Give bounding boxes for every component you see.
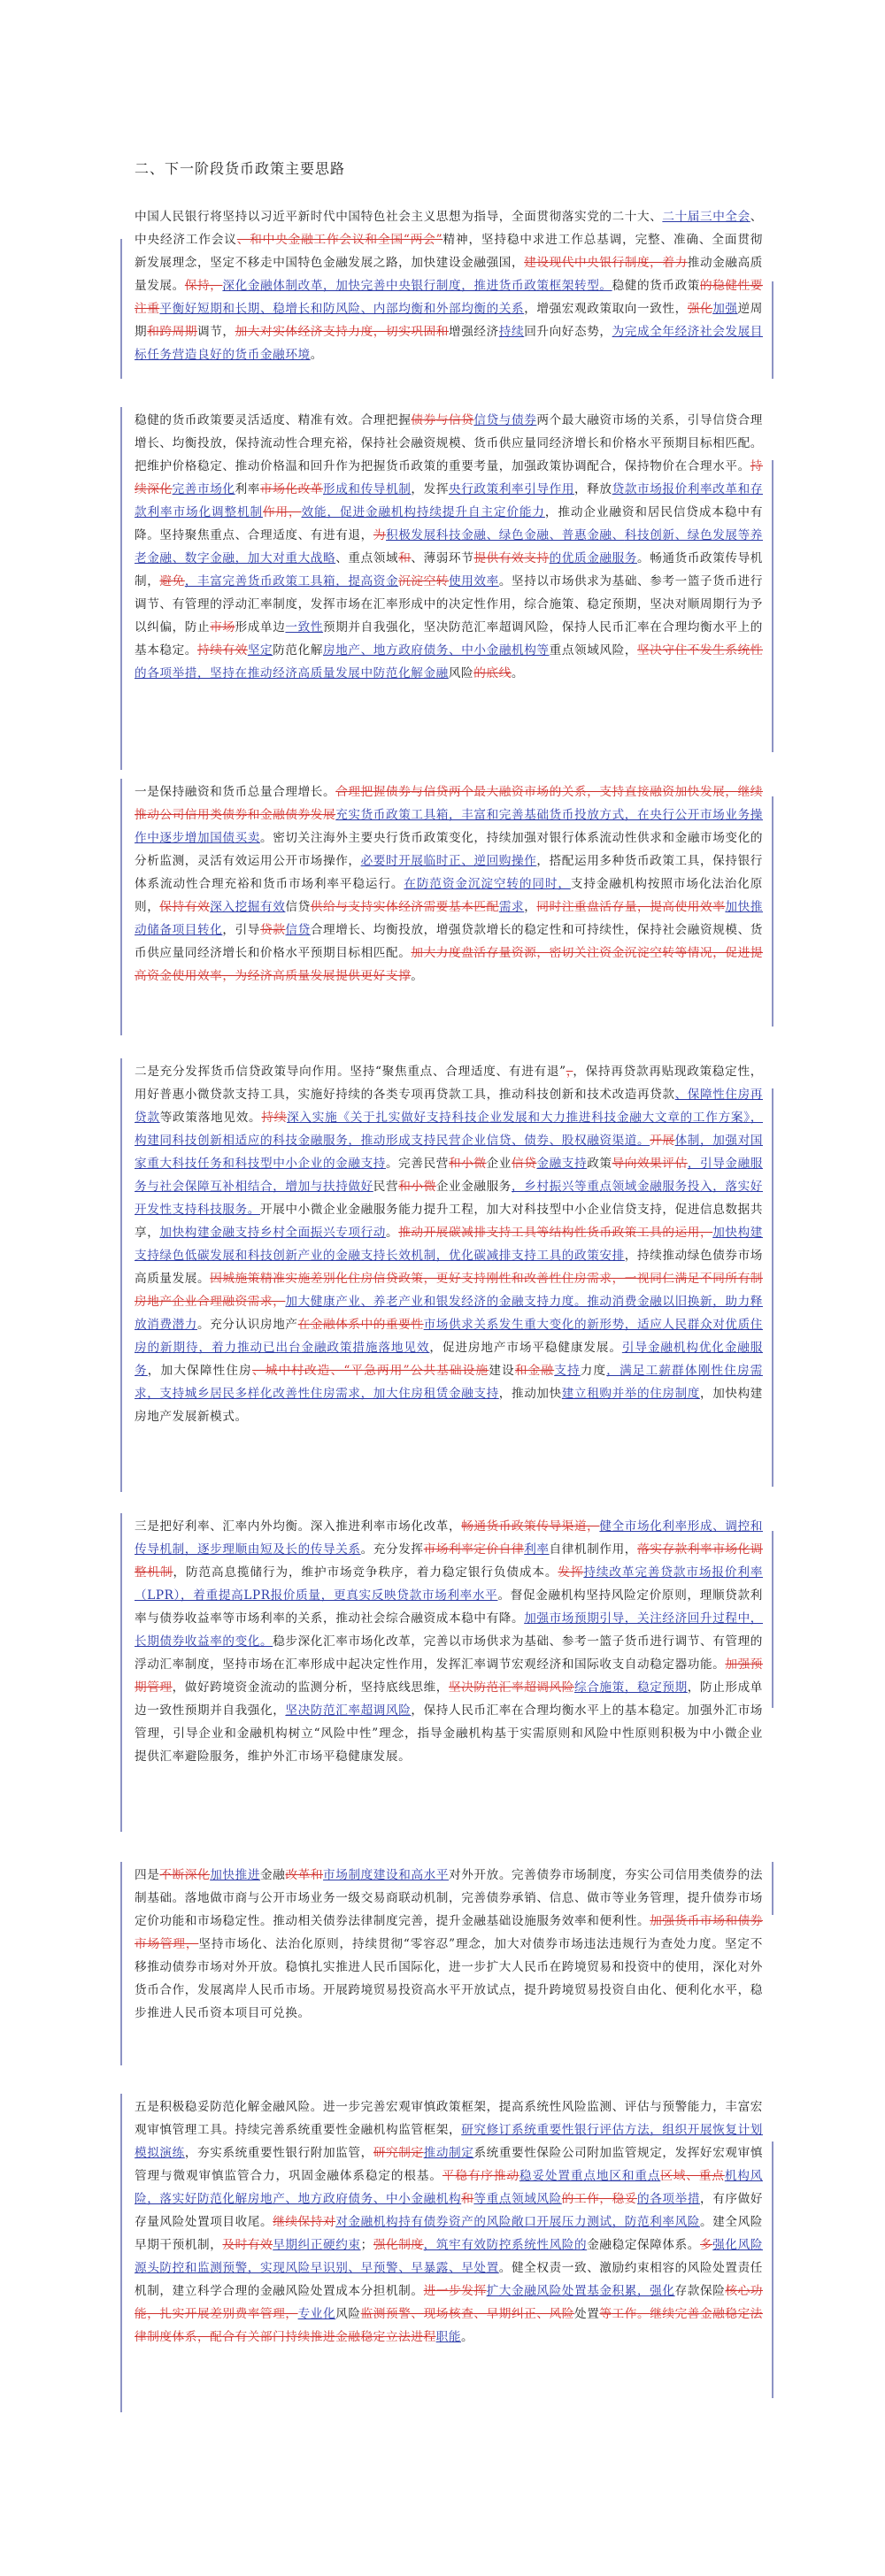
body-text: 、薄弱环节	[411, 551, 474, 565]
deleted-text: 加强预期管理	[135, 1657, 763, 1695]
body-text: 系统重要性保险公司附加监管规定，发挥好宏观审慎管理与微观审慎监管合力，巩固金融体系稳定的根基。	[135, 2146, 764, 2183]
deleted-text: 开展	[650, 1134, 675, 1148]
inserted-text: 支持	[554, 1364, 581, 1378]
deleted-text: 合理把握债券与信贷两个最大融资市场的关系，支持直接融资加快发展，继续推动公司信用类债券和金融债券发展	[135, 785, 763, 822]
body-text: ，	[524, 900, 537, 914]
inserted-text: 、保障性住房再贷款	[135, 1088, 764, 1125]
body-text: ，夯实系统重要性银行附加监管，	[184, 2146, 373, 2160]
revision-bar-p2-right	[772, 460, 773, 752]
deleted-text: 和跨周期	[147, 325, 197, 339]
inserted-text: 引导金融机构优化金融服务	[135, 1341, 763, 1378]
deleted-text: ，	[566, 1065, 573, 1079]
deleted-text: 的底线	[473, 666, 512, 681]
inserted-text: 形成和传导机制	[323, 482, 412, 496]
deleted-text: 坚决守住不发生系统性	[637, 643, 764, 657]
deleted-text: 贷款	[260, 923, 286, 937]
body-text: 。	[411, 969, 424, 983]
deleted-text: 核心功能，扎实开展差别费率管理，	[135, 2284, 763, 2321]
body-text: 二是充分发挥货币信贷政策导向作用。坚持“聚焦重点、合理适度、有进有退”	[135, 1065, 566, 1079]
revision-bar-p4-right	[772, 1088, 773, 1487]
revision-bar-p5-left	[120, 1513, 122, 1832]
body-text: 企业金融服务	[435, 1180, 512, 1194]
body-text: 。	[461, 2330, 474, 2344]
paragraph-1	[135, 205, 763, 366]
body-text: ，发挥	[411, 482, 450, 496]
body-text: ，保持再贷款再贴现政策稳定性，用好普惠小微贷款支持工具，实施好持续的各类专项再贷款工具，推动科技创新和技术改造再贷款	[135, 1065, 763, 1102]
inserted-text: 业务操作中逐步增加国债买卖	[135, 808, 763, 845]
body-text: 稳健的货币政策要灵活适度、精准有效。合理把握	[135, 413, 412, 427]
deleted-text: 和	[461, 2192, 474, 2206]
inserted-text: 健全市场化利率形成、调控和传导机制，逐步理顺由短及长的传导关系	[135, 1519, 763, 1557]
body-text: 调节，	[197, 325, 235, 339]
body-text: 逆周期	[135, 302, 764, 339]
deleted-text: 同时注重盘活存量，提高使用效率	[536, 900, 726, 914]
body-text: 金融	[260, 1868, 286, 1882]
deleted-text: 导向效果评估	[612, 1157, 688, 1171]
body-text: ，推动加快	[498, 1387, 562, 1401]
body-text: 。畅通货币政策传导机制，	[135, 551, 764, 588]
paragraph-2	[135, 409, 763, 685]
revision-bar-p3-left	[120, 779, 122, 1035]
inserted-text: 研究修订系统重要性银行评估方法，组织开展恢复计划模拟演练	[135, 2123, 763, 2160]
body-text: 两个最大融资市场的关系，引导信贷合理增长、均衡投放，保持流动性合理充裕，保持社会融资规模、货币供应量同经济增长和价格水平预期目标相匹配。把维护价格稳定、推动价格温和回升作为把握货币政策的重要考量，加强政策协调配合，保持物价在合理水平。	[135, 413, 763, 473]
body-text: 三是把好利率、汇率内外均衡。深入推进利率市场化改革，	[135, 1519, 462, 1534]
deleted-text: 坚决防范汇率超调风险	[449, 1680, 574, 1695]
body-text: 等政策落地见效。	[159, 1111, 262, 1125]
deleted-text: 持续有效	[197, 643, 248, 657]
deleted-text: 信贷	[512, 1157, 537, 1171]
revision-bar-p7-left	[120, 2094, 122, 2412]
inserted-text: 机构风险，落实好防范化解房地产、地方政府债务、中小金融机构	[135, 2169, 763, 2206]
inserted-text: 的各项举措，坚持在推动经济高质量发展中防范化解金融	[135, 666, 449, 681]
inserted-text: 稳妥处置重点地区和重点	[519, 2169, 661, 2183]
inserted-text: 在防范资金沉淀空转的同时，	[404, 877, 571, 891]
deleted-text: 等工作。	[599, 2307, 650, 2321]
deleted-text: 强化制度	[373, 2238, 424, 2252]
body-text: ，促进房地产市场平稳健康发展。	[429, 1341, 622, 1355]
inserted-text: 信贷与债券	[473, 413, 537, 427]
body-text: 。完善民营	[385, 1157, 449, 1171]
body-text: 民营	[373, 1180, 399, 1194]
body-text: 四是	[135, 1868, 160, 1882]
body-text: ，保持人民币汇率在合理均衡水平上的基本稳定。加强外汇市场管理，引导企业和金融机构树立“风险中性”理念，指导金融机构基于实需原则和风险中性原则积极为中小微企业提供汇率避险服务，维护外汇市场平稳健康发展。	[135, 1703, 763, 1764]
inserted-text: 科技创新、绿色发展等养老金融、数字金融，加大对重大战略	[135, 528, 763, 565]
body-text: ，持续推动绿色债券市场高质量发展。	[135, 1249, 763, 1286]
inserted-text: 深入挖掘有效	[210, 900, 286, 914]
body-text: 预期并自我强化，坚决防范汇率超调风险，保持人民币汇率在合理均衡水平上的基本稳定。	[135, 620, 764, 657]
body-text: 力度	[580, 1364, 607, 1378]
body-text: 、重点领域	[335, 551, 399, 565]
body-text: ，增强宏观政策取向一致性，	[524, 302, 688, 316]
body-text: 推动金融高质量发展。	[135, 256, 763, 293]
deleted-text: 供给与支持实体经济需要基本匹配	[310, 900, 499, 914]
body-text: ，做好跨境资金流动的监测分析，坚持底线思维，	[172, 1680, 449, 1695]
deleted-text: 、和中央金融工作会议	[236, 233, 366, 247]
body-text: 。督促金融机构坚持风险定价原则，理顺贷款利率与债券收益率等市场利率的关系，推动社会综合融资成本稳中有降。	[135, 1588, 763, 1626]
inserted-text: 市场制度建设和高水平	[323, 1868, 450, 1882]
body-text: ，加快构建房地产发展新模式。	[135, 1387, 763, 1424]
body-text: 。	[310, 348, 323, 362]
inserted-text: 深化金融体制改革，加快完善中央银行制度，推进货币政策框架转型。	[222, 279, 612, 293]
deleted-text: 加强货币市场和债券市场管理，	[135, 1914, 763, 1951]
body-text: 。密切关注海外主要央行货币政策变化，持续加强对银行体系流动性供求和金融市场变化的分析监测，灵活有效运用公开市场操作，	[135, 831, 764, 868]
deleted-text: 提供有效支持	[473, 551, 550, 565]
deleted-text: 推动开展碳减排支持工具等结构性货币政策工具的运用，	[398, 1226, 713, 1240]
body-text: 开展中小微企业金融服务能力提升工程，加大对科技型中小企业信贷支持，促进信息数据共享，	[135, 1203, 764, 1240]
body-text: ，加大保障性住房	[147, 1364, 252, 1378]
deleted-text: 加大力度盘活存量资源，密切关注资金沉淀空转等情况，促进提高资金使用效率，为经济高质量发展提供更好支撑	[135, 946, 763, 983]
deleted-text: 债券与信贷	[411, 413, 474, 427]
deleted-text: 稳妥	[612, 2192, 638, 2206]
inserted-text: 等重点领域风险	[473, 2192, 562, 2206]
deleted-text: 不断深化	[159, 1868, 211, 1882]
body-text: 重点领域风险，	[549, 643, 638, 657]
body-text: 。充分认识房地产	[197, 1318, 298, 1332]
deleted-text: 为	[373, 528, 386, 542]
body-text: ，防止形成单边一致性预期并自我强化，	[135, 1680, 763, 1718]
inserted-text: 深入实施《关于扎实做好支持科技企业发展和大力推进科技金融大文章的工作方案》	[287, 1111, 750, 1125]
body-text: ，搭配运用多种货币政策工具，保持银行体系流动性合理充裕和货币市场利率平稳运行。	[135, 854, 763, 891]
revision-bar-p5-right	[772, 1531, 773, 1708]
body-text: 合理增长、均衡投放，增强贷款增长的稳定性和可持续性，保持社会融资规模、货币供应量同经济增长和价格水平预期目标相匹配。	[135, 923, 764, 960]
deleted-text: 及时有效	[222, 2238, 273, 2252]
body-text: ，有序做好存量风险处置项目收尾。	[135, 2192, 764, 2229]
inserted-text: 的优质金融服务	[549, 551, 638, 565]
body-text: 建设	[489, 1364, 515, 1378]
deleted-text: 发挥	[558, 1565, 584, 1580]
deleted-text: 继续保持对	[273, 2215, 336, 2229]
deleted-text: 和	[398, 551, 412, 565]
paragraph-4	[135, 1060, 763, 1428]
body-text: 精神，坚持稳中求进工作总基调，完整、准确、全面贯彻新发展理念，坚定不移走中国特色金融发展之路，加快建设金融强国，	[135, 233, 764, 270]
body-text: 。	[386, 1226, 399, 1240]
inserted-text: 完善市场化	[172, 482, 235, 496]
inserted-text: ，筑牢有效防控系统性风险的	[423, 2238, 588, 2252]
deleted-text: 、城中村改造、“平急两用”公共基础设施	[251, 1364, 489, 1378]
deleted-text: 研究制定	[373, 2146, 424, 2160]
deleted-text: 的稳健性要注重	[135, 279, 764, 316]
inserted-text: 积极发展科技金融、绿色金融、普惠金融、	[386, 528, 625, 542]
deleted-text: 监测预警、现场核查、早期纠正、风险	[360, 2307, 574, 2321]
inserted-text: 综合施策，稳定预期	[574, 1680, 688, 1695]
deleted-text: 沉淀空转	[398, 574, 450, 588]
inserted-text: 持续改革完善贷款市场报价利率	[583, 1565, 764, 1580]
inserted-text: ，满足工薪群体刚性住房需求，支持城乡居民多样化改善性住房需求，加大住房租赁金融支持	[135, 1364, 763, 1401]
inserted-text: 利率	[524, 1542, 550, 1557]
body-text: 回升向好态势，	[524, 325, 612, 339]
inserted-text: 加快构建支持绿色低碳发展和科技创新产业的金融支持长效机制，优化碳减排支持工具的政策安排	[135, 1226, 763, 1263]
deleted-text: 区域、重点	[660, 2169, 725, 2183]
deleted-text: 继续完善金融稳定法律制度体系，配合有关部门持续推进金融稳定立法进程	[135, 2307, 763, 2344]
body-text: 自律机制作用，	[549, 1542, 638, 1557]
body-text: 。充分发挥	[360, 1542, 424, 1557]
body-text: 中国人民银行将坚持以习近平新时代中国特色社会主义思想为指导，全面贯彻落实党的二十大、	[135, 210, 663, 224]
body-text: 、中央经济工作会议	[135, 210, 763, 247]
deleted-text: 建设现代中央银行制度，着力	[524, 256, 688, 270]
deleted-text: 市场	[210, 620, 235, 634]
paragraph-7	[135, 2095, 763, 2349]
body-text: ；	[360, 2238, 373, 2252]
inserted-text: 为完成全年经济社会发展目标任务营造良好的货币金融环境	[135, 325, 763, 362]
inserted-text: 持续	[498, 325, 525, 339]
body-text: 信贷	[285, 900, 311, 914]
paragraph-6	[135, 1864, 763, 2025]
deleted-text: 和全国“两会”	[365, 233, 443, 247]
paragraph-3	[135, 780, 763, 988]
inserted-text: ，引导金融服务与社会保障互补相结合，增加与扶持做好	[135, 1157, 764, 1194]
body-text: 。健全权责一致、激励约束相容的风险处置责任机制，建立科学合理的金融风险处置成本分担机制。	[135, 2261, 763, 2298]
deleted-text: 避免	[159, 574, 185, 588]
deleted-text: 畅通货币政策传导渠道，	[461, 1519, 600, 1534]
section-title: 二、下一阶段货币政策主要思路	[135, 160, 346, 177]
body-text: ，推动企业融资和居民信贷成本稳中有降。坚持聚焦重点、合理适度、有进有退，	[135, 505, 764, 542]
deleted-text: 平稳有序推动	[442, 2169, 519, 2183]
deleted-text: 的工作，	[561, 2192, 612, 2206]
deleted-text: 持续深化	[135, 459, 763, 496]
deleted-text: 和小微	[398, 1180, 436, 1194]
inserted-text: 加强市场预期引导，关注经济回升过程中，长期债券收益率的变化。	[135, 1611, 763, 1649]
inserted-text: 加快推动储备项目转化	[135, 900, 764, 937]
deleted-text: 和小微	[448, 1157, 487, 1171]
inserted-text: ，加强对国家重大科技任务和科技型中小企业的金融支持	[135, 1134, 764, 1171]
revision-bar-p3-right	[772, 796, 773, 1027]
body-text: 防范化解	[273, 643, 324, 657]
inserted-text: 二十届三中全会	[662, 210, 750, 224]
body-text: 稳健的货币政策	[612, 279, 701, 293]
revision-bar-p6-left	[120, 1862, 122, 2065]
inserted-text: 金融支持	[536, 1157, 588, 1171]
body-text: 支持金融机构按照市场化法治化原则，	[135, 877, 763, 914]
inserted-text: 坚决防范汇率超调风险	[285, 1703, 412, 1718]
revision-bar-p1-right	[772, 281, 773, 379]
deleted-text: 因城施策精准实施差别化住房信贷政策，更好支持刚性和改善性住房需求，一视同仁满足不同所有制房地产企业合理融资需求，	[135, 1272, 763, 1309]
inserted-text: 充实货币政策工具箱，丰富和完善基础货币投放方式，在央行公开市场	[335, 808, 726, 822]
deleted-text: 加大对实体经济支持力度，切实巩固和	[235, 325, 449, 339]
inserted-text: 信贷	[285, 923, 311, 937]
body-text: ，释放	[574, 482, 612, 496]
deleted-text: 作用，	[262, 505, 302, 519]
deleted-text: 市场利率定价自律	[423, 1542, 525, 1557]
inserted-text: （LPR），着重提高LPR报价质量，更真实反映贷款市场利率水平	[135, 1588, 498, 1603]
deleted-text: 多	[700, 2238, 713, 2252]
revision-bar-p2-left	[120, 407, 122, 770]
inserted-text: 平衡好短期和长期、稳增长和防风险、内部均衡和外部均衡的关系	[159, 302, 525, 316]
deleted-text: 落实存款利率市场化调整机制	[135, 1542, 764, 1580]
inserted-text: 体制	[674, 1134, 701, 1148]
body-text: 企业	[486, 1157, 512, 1171]
deleted-text: 改革和	[285, 1868, 324, 1882]
revision-bar-p4-left	[120, 1058, 122, 1492]
inserted-text: 专业化	[297, 2307, 336, 2321]
deleted-text: 进一步发挥	[423, 2284, 487, 2298]
inserted-text: 坚定	[247, 643, 273, 657]
body-text: 增强经济	[449, 325, 499, 339]
body-text: 政策	[587, 1157, 612, 1171]
revision-bar-p1-left	[120, 239, 122, 379]
body-text: 。	[511, 666, 525, 681]
deleted-text: 在金融体系中的重要性	[297, 1318, 424, 1332]
inserted-text: 推动制定	[423, 2146, 474, 2160]
inserted-text: 贷款市场报价利率改革和存款利率市场化调整机制	[135, 482, 764, 519]
inserted-text: 市场供求关系发生重大变化的新形势，适应人民群众对优质住房的新期待，着力推动已出台金融政策措施落地见效	[135, 1318, 763, 1355]
body-text: 金融稳定保障体系。	[587, 2238, 701, 2252]
deleted-text: 和金融	[514, 1364, 555, 1378]
body-text: 利率	[235, 482, 261, 496]
body-text: 五是积极稳妥防范化解金融风险。进一步完善宏观审慎政策框架，提高系统性风险监测、评估与预警能力，丰富宏观审慎管理工具。持续完善系统重要性金融机构监管框架，	[135, 2100, 763, 2137]
inserted-text: 的各项举措	[637, 2192, 701, 2206]
inserted-text: 一致性	[285, 620, 324, 634]
inserted-text: 。推动消费金融	[574, 1295, 663, 1309]
inserted-text: 早期纠正硬约束	[273, 2238, 361, 2252]
body-text: ，引导	[222, 923, 261, 937]
inserted-text: 央行政策利率引导作用	[449, 482, 575, 496]
body-text: 。建全风险早期干预机制，	[135, 2215, 763, 2252]
inserted-text: 加大健康产业、养老产业和银发经济的金融支持力度	[285, 1295, 574, 1309]
body-text: 坚持市场化、法治化原则，持续贯彻“零容忍”理念，加大对债券市场违法违规行为查处力度。坚定不移推动债券市场对外开放。稳慎扎实推进人民币国际化，进一步扩大人民币在跨境贸易和投资中的使用，深化对外货币合作，发展离岸人民币市场。开展跨境贸易投资高水平开放试点，提升跨境贸易投资自由化、便利化水平，稳步推进人民币资本项目可兑换。	[135, 1937, 763, 2020]
revision-bar-p6-right	[772, 1862, 773, 1915]
body-text: 一是保持融资和货币总量合理增长。	[135, 785, 336, 799]
deleted-text: 保持有效	[159, 900, 211, 914]
deleted-text: 市场化改革	[260, 482, 324, 496]
inserted-text: 效能，促进金融机构持续提升自主定价能力	[301, 505, 545, 519]
body-text: 对外开放。完善债券市场制度，夯实公司信用类债券的法制基础。落地做市商与公开市场业务一级交易商联动机制，完善债券承销、信息、做市等业务管理，提升债券市场定价功能和市场稳定性。推动相关债券法律制度完善，提升金融基础设施服务效率和便利性。	[135, 1868, 764, 1928]
inserted-text: ，丰富完善货币政策工具箱，提高资金	[184, 574, 399, 588]
inserted-text: 以旧换新，助力释放消费潜力	[135, 1295, 763, 1332]
inserted-text: 职能	[435, 2330, 462, 2344]
inserted-text: 加快推进	[210, 1868, 261, 1882]
paragraph-5	[135, 1515, 763, 1768]
body-text: 稳步深化汇率市场化改革，完善以市场供求为基础、参考一篮子货币进行调节、有管理的浮动汇率制度，坚持市场在汇率形成中起决定性作用，发挥汇率调节宏观经济和国际收支自动稳定器功能。	[135, 1634, 763, 1672]
inserted-text: 扩大金融风险处置基金积累，强化	[486, 2284, 675, 2298]
revision-bar-p7-right	[772, 2142, 773, 2398]
inserted-text: ，构建同科技创新相适应的科技金融服务，推动形成支持民营企业信贷、债券、股权融资渠道。	[135, 1111, 764, 1148]
inserted-text: 必要时开展临时正、逆回购操作	[360, 854, 537, 868]
inserted-text: 需求	[498, 900, 525, 914]
inserted-text: 对金融机构持有债券资产的风险敞口开展压力测试，防范利率风险	[335, 2215, 700, 2229]
inserted-text: 强化风险源头防控和监测预警，实现风险早识别、早预警、早暴露、早处置	[135, 2238, 764, 2275]
inserted-text: ，乡村振兴等重点领域金融服务投入，落实好开发性支持科技服务。	[135, 1180, 763, 1217]
body-text: 。坚持以市场供求为基础、参考一篮子货币进行调节、有管理的浮动汇率制度，发挥市场在汇率形成中的决定性作用，综合施策、稳定预期，坚决对顺周期行为予以纠偏，防止	[135, 574, 764, 634]
deleted-text: 保持，	[184, 279, 223, 293]
body-text: ，防范高息揽储行为，维护市场竞争秩序，着力稳定银行负债成本。	[173, 1565, 558, 1580]
body-text: 风险	[448, 666, 474, 681]
body-text: 存款保险	[674, 2284, 726, 2298]
inserted-text: 加强	[712, 302, 738, 316]
inserted-text: 加快构建金融支持乡村全面振兴专项行动	[159, 1226, 386, 1240]
deleted-text: 持续	[261, 1111, 288, 1125]
inserted-text: 建立租购并举的住房制度	[561, 1387, 700, 1401]
inserted-text: 使用效率	[449, 574, 499, 588]
body-text: 形成单边	[235, 620, 286, 634]
body-text: 风险	[335, 2307, 361, 2321]
inserted-text: 房地产、地方政府债务、中小金融机构等	[323, 643, 550, 657]
body-text: 处置	[574, 2307, 600, 2321]
deleted-text: 强化	[687, 302, 713, 316]
